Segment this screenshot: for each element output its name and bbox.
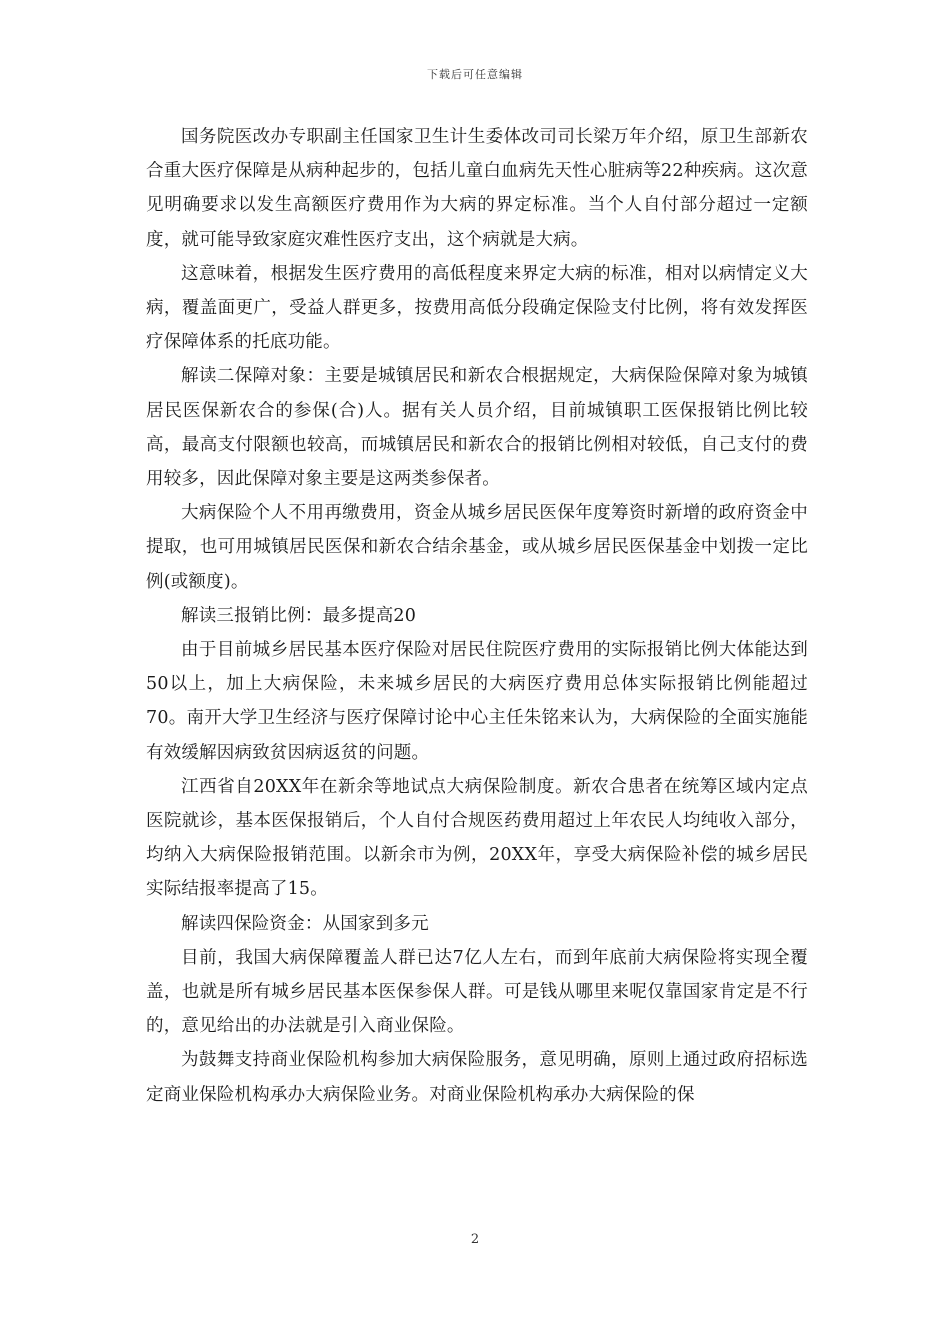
- paragraph-7: 目前，我国大病保障覆盖人群已达7亿人左右，而到年底前大病保险将实现全覆盖，也就是所有城乡居民基本医保参保人群。可是钱从哪里来呢仅靠国家肯定是不行的，意见给出的办法就是引入商业保险。: [146, 947, 808, 1037]
- paragraph-5: 由于目前城乡居民基本医疗保险对居民住院医疗费用的实际报销比例大体能达到50以上，加上大病保险，未来城乡居民的大病医疗费用总体实际报销比例能超过70。南开大学卫生经济与医疗保障讨论中心主任朱铭来认为，大病保险的全面实施能有效缓解因病致贫因病返贫的问题。: [146, 640, 808, 763]
- paragraph-4: 大病保险个人不用再缴费用，资金从城乡居民医保年度筹资时新增的政府资金中提取，也可用城镇居民医保和新农合结余基金，或从城乡居民医保基金中划拨一定比例(或额度)。: [146, 503, 808, 592]
- paragraph-1: 国务院医改办专职副主任国家卫生计生委体改司司长梁万年介绍，原卫生部新农合重大医疗保障是从病种起步的，包括儿童白血病先天性心脏病等22种疾病。这次意见明确要求以发生高额医疗费用作为大病的界定标准。当个人自付部分超过一定额度，就可能导致家庭灾难性医疗支出，这个病就是大病。: [146, 127, 808, 250]
- paragraph-3: 解读二保障对象：主要是城镇居民和新农合根据规定，大病保险保障对象为城镇居民医保新农合的参保(合)人。据有关人员介绍，目前城镇职工医保报销比例比较高，最高支付限额也较高，而城镇居民和新农合的报销比例相对较低，自己支付的费用较多，因此保障对象主要是这两类参保者。: [146, 366, 808, 490]
- page-header: 下载后可任意编辑: [427, 68, 523, 81]
- section-heading-4: 解读四保险资金：从国家到多元: [181, 913, 429, 934]
- paragraph-2: 这意味着，根据发生医疗费用的高低程度来界定大病的标准，相对以病情定义大病，覆盖面更广，受益人群更多，按费用高低分段确定保险支付比例，将有效发挥医疗保障体系的托底功能。: [146, 263, 808, 353]
- paragraph-6: 江西省自20XX年在新余等地试点大病保险制度。新农合患者在统筹区域内定点医院就诊，基本医保报销后，个人自付合规医药费用超过上年农民人均纯收入部分，均纳入大病保险报销范围。以新余市为例，20XX年，享受大病保险补偿的城乡居民实际结报率提高了15。: [146, 776, 808, 900]
- document-body: [146, 120, 808, 1112]
- page-number: 2: [470, 1232, 480, 1247]
- section-heading-3: 解读三报销比例：最多提高20: [181, 605, 417, 626]
- paragraph-8: 为鼓舞支持商业保险机构参加大病保险服务，意见明确，原则上通过政府招标选定商业保险机构承办大病保险业务。对商业保险机构承办大病保险的保: [146, 1050, 808, 1105]
